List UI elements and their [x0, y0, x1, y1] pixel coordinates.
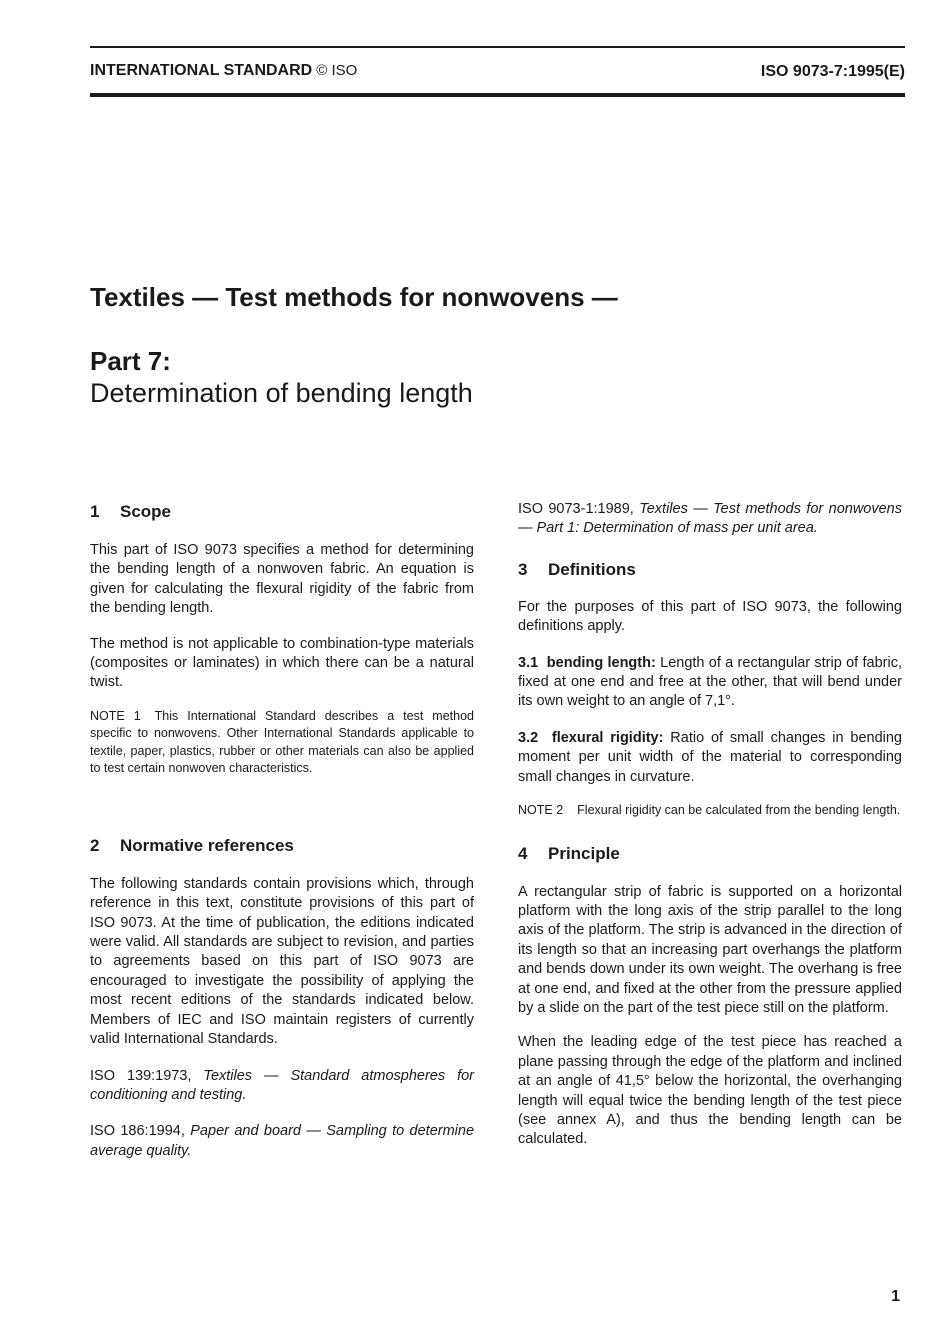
reference-iso-139: ISO 139:1973, Textiles — Standard atmospheres for conditioning and testing. — [90, 1067, 474, 1103]
normative-paragraph: The following standards contain provisions which, through reference in this text, constitute provisions of this part of ISO 9073. At the time of publication, the editions indicated were valid. All standards are subject to revision, and parties to agreements based on this part of ISO 9073 are encouraged to investigate the possibility of applying the most recent editions of the standards indicated below. Members of IEC and ISO maintain registers of currently valid International Standards. — [90, 875, 474, 1048]
left-column — [90, 500, 474, 1161]
header-copyright: © ISO — [316, 62, 358, 79]
section-heading-definitions: 3 Definitions — [518, 559, 636, 579]
document-part: Part 7: — [90, 346, 171, 376]
definition-bending-length: 3.1 bending length: Length of a rectangular strip of fabric, fixed at one end and free at the other, that will bend under its own weight to an angle of 7,1°. — [518, 654, 902, 710]
scope-paragraph-1: This part of ISO 9073 specifies a method for determining the bending length of a nonwoven fabric. An equation is given for calculating the flexural rigidity of the fabric from the bending length. — [90, 542, 474, 617]
note-2: NOTE 2 Flexural rigidity can be calculated from the bending length. — [518, 803, 901, 818]
note-1: NOTE 1 This International Standard describes a test method specific to nonwovens. Other International Standards applicable to textile, paper, plastics, rubber or other materials can also be applied to test certain nonwoven characteristics. — [90, 708, 474, 776]
header-rule-bottom — [90, 93, 905, 97]
header-rule-top — [90, 46, 905, 48]
principle-paragraph-2: When the leading edge of the test piece has reached a plane passing through the edge of the platform and inclined at an angle of 41,5° below the horizontal, the overhanging length will equal twice the bending length of the test piece (see annex A), and thus the bending length can be calculated. — [518, 1034, 902, 1148]
definitions-intro: For the purposes of this part of ISO 9073, the following definitions apply. — [518, 598, 902, 635]
document-title: Textiles — Test methods for nonwovens — — [90, 282, 618, 312]
header-doc-id: ISO 9073-7:1995(E) — [760, 63, 905, 80]
scope-paragraph-2: The method is not applicable to combination-type materials (composites or laminates) in which there can be a natural twist. — [90, 635, 474, 691]
header-left — [90, 62, 357, 80]
reference-iso-9073-1: ISO 9073-1:1989, Textiles — Test methods for nonwovens — Part 1: Determination of mass per unit area. — [518, 501, 903, 537]
section-heading-normative-references: 2 Normative references — [90, 835, 294, 855]
right-column — [518, 500, 902, 1150]
section-heading-scope: 1 Scope — [90, 502, 172, 521]
header-standard-label: INTERNATIONAL STANDARD — [90, 62, 313, 79]
definition-flexural-rigidity: 3.2 flexural rigidity: Ratio of small changes in bending moment per unit width of the material to corresponding small changes in curvature. — [518, 729, 902, 785]
reference-iso-186: ISO 186:1994, Paper and board — Sampling to determine average quality. — [90, 1123, 475, 1159]
section-heading-principle: 4 Principle — [518, 843, 620, 863]
document-subtitle: Determination of bending length — [90, 378, 473, 408]
principle-paragraph-1: A rectangular strip of fabric is supported on a horizontal platform with the long axis of the strip parallel to the long axis of the platform. The strip is advanced in the direction of its length so that an increasing part overhangs the platform and bends down under its own weight. The overhang is free at one end, and fixed at the other from the pressure applied by a slide on the part of the test piece still on the platform. — [518, 883, 902, 1016]
page-number: 1 — [891, 1288, 900, 1305]
